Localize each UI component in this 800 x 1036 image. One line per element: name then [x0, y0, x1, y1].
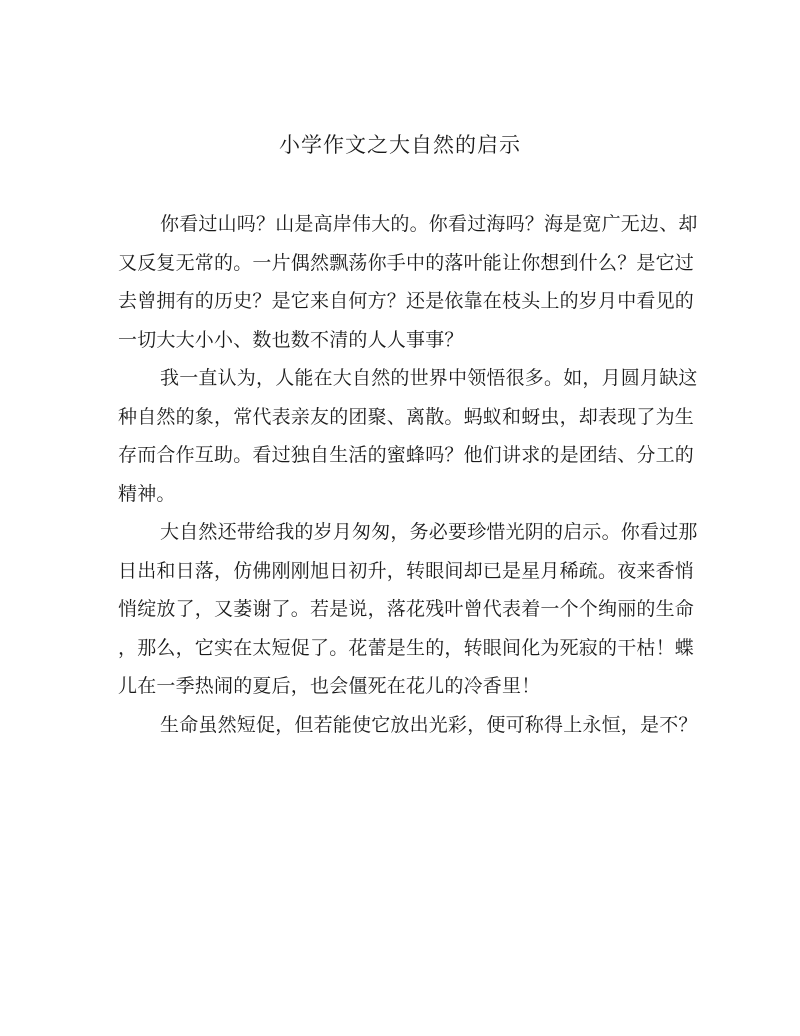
paragraph-4-line-1: 生命虽然短促，但若能使它放出光彩，便可称得上永恒，是不？: [160, 713, 698, 736]
paragraph-3-line-5: 儿在一季热闹的夏后，也会僵死在花儿的冷香里！: [118, 675, 541, 697]
paragraph-2-line-1: 我一直认为，人能在大自然的世界中领悟很多。如，月圆月缺这: [160, 367, 698, 389]
paragraph-1-line-3: 去曾拥有的历史？是它来自何方？还是依靠在枝头上的岁月中看见的: [118, 290, 695, 312]
document-title: 小学作文之大自然的启示: [279, 133, 521, 157]
paragraph-3-line-2: 日出和日落，仿佛刚刚旭日初升，转眼间却已是星月稀疏。夜来香悄: [118, 559, 695, 582]
document-body: [118, 205, 698, 744]
paragraph-1-line-1: 你看过山吗？山是高岸伟大的。你看过海吗？海是宽广无边、却: [160, 213, 698, 235]
paragraph-2-line-4: 精神。: [118, 482, 176, 505]
paragraph-2-line-2: 种自然的象，常代表亲友的团聚、离散。蚂蚁和蚜虫，却表现了为生: [118, 405, 695, 428]
paragraph-1-line-4: 一切大大小小、数也数不清的人人事事？: [118, 328, 464, 351]
paragraph-3-line-3: 悄绽放了，又萎谢了。若是说，落花残叶曾代表着一个个绚丽的生命: [118, 598, 695, 620]
paragraph-2-line-3: 存而合作互助。看过独自生活的蜜蜂吗？他们讲求的是团结、分工的: [118, 444, 695, 466]
paragraph-1-line-2: 又反复无常的。一片偶然飘荡你手中的落叶能让你想到什么？是它过: [118, 251, 695, 274]
paragraph-3-line-4: ，那么，它实在太短促了。花蕾是生的，转眼间化为死寂的干枯！蝶: [118, 636, 695, 659]
paragraph-3-line-1: 大自然还带给我的岁月匆匆，务必要珍惜光阴的启示。你看过那: [160, 521, 698, 543]
